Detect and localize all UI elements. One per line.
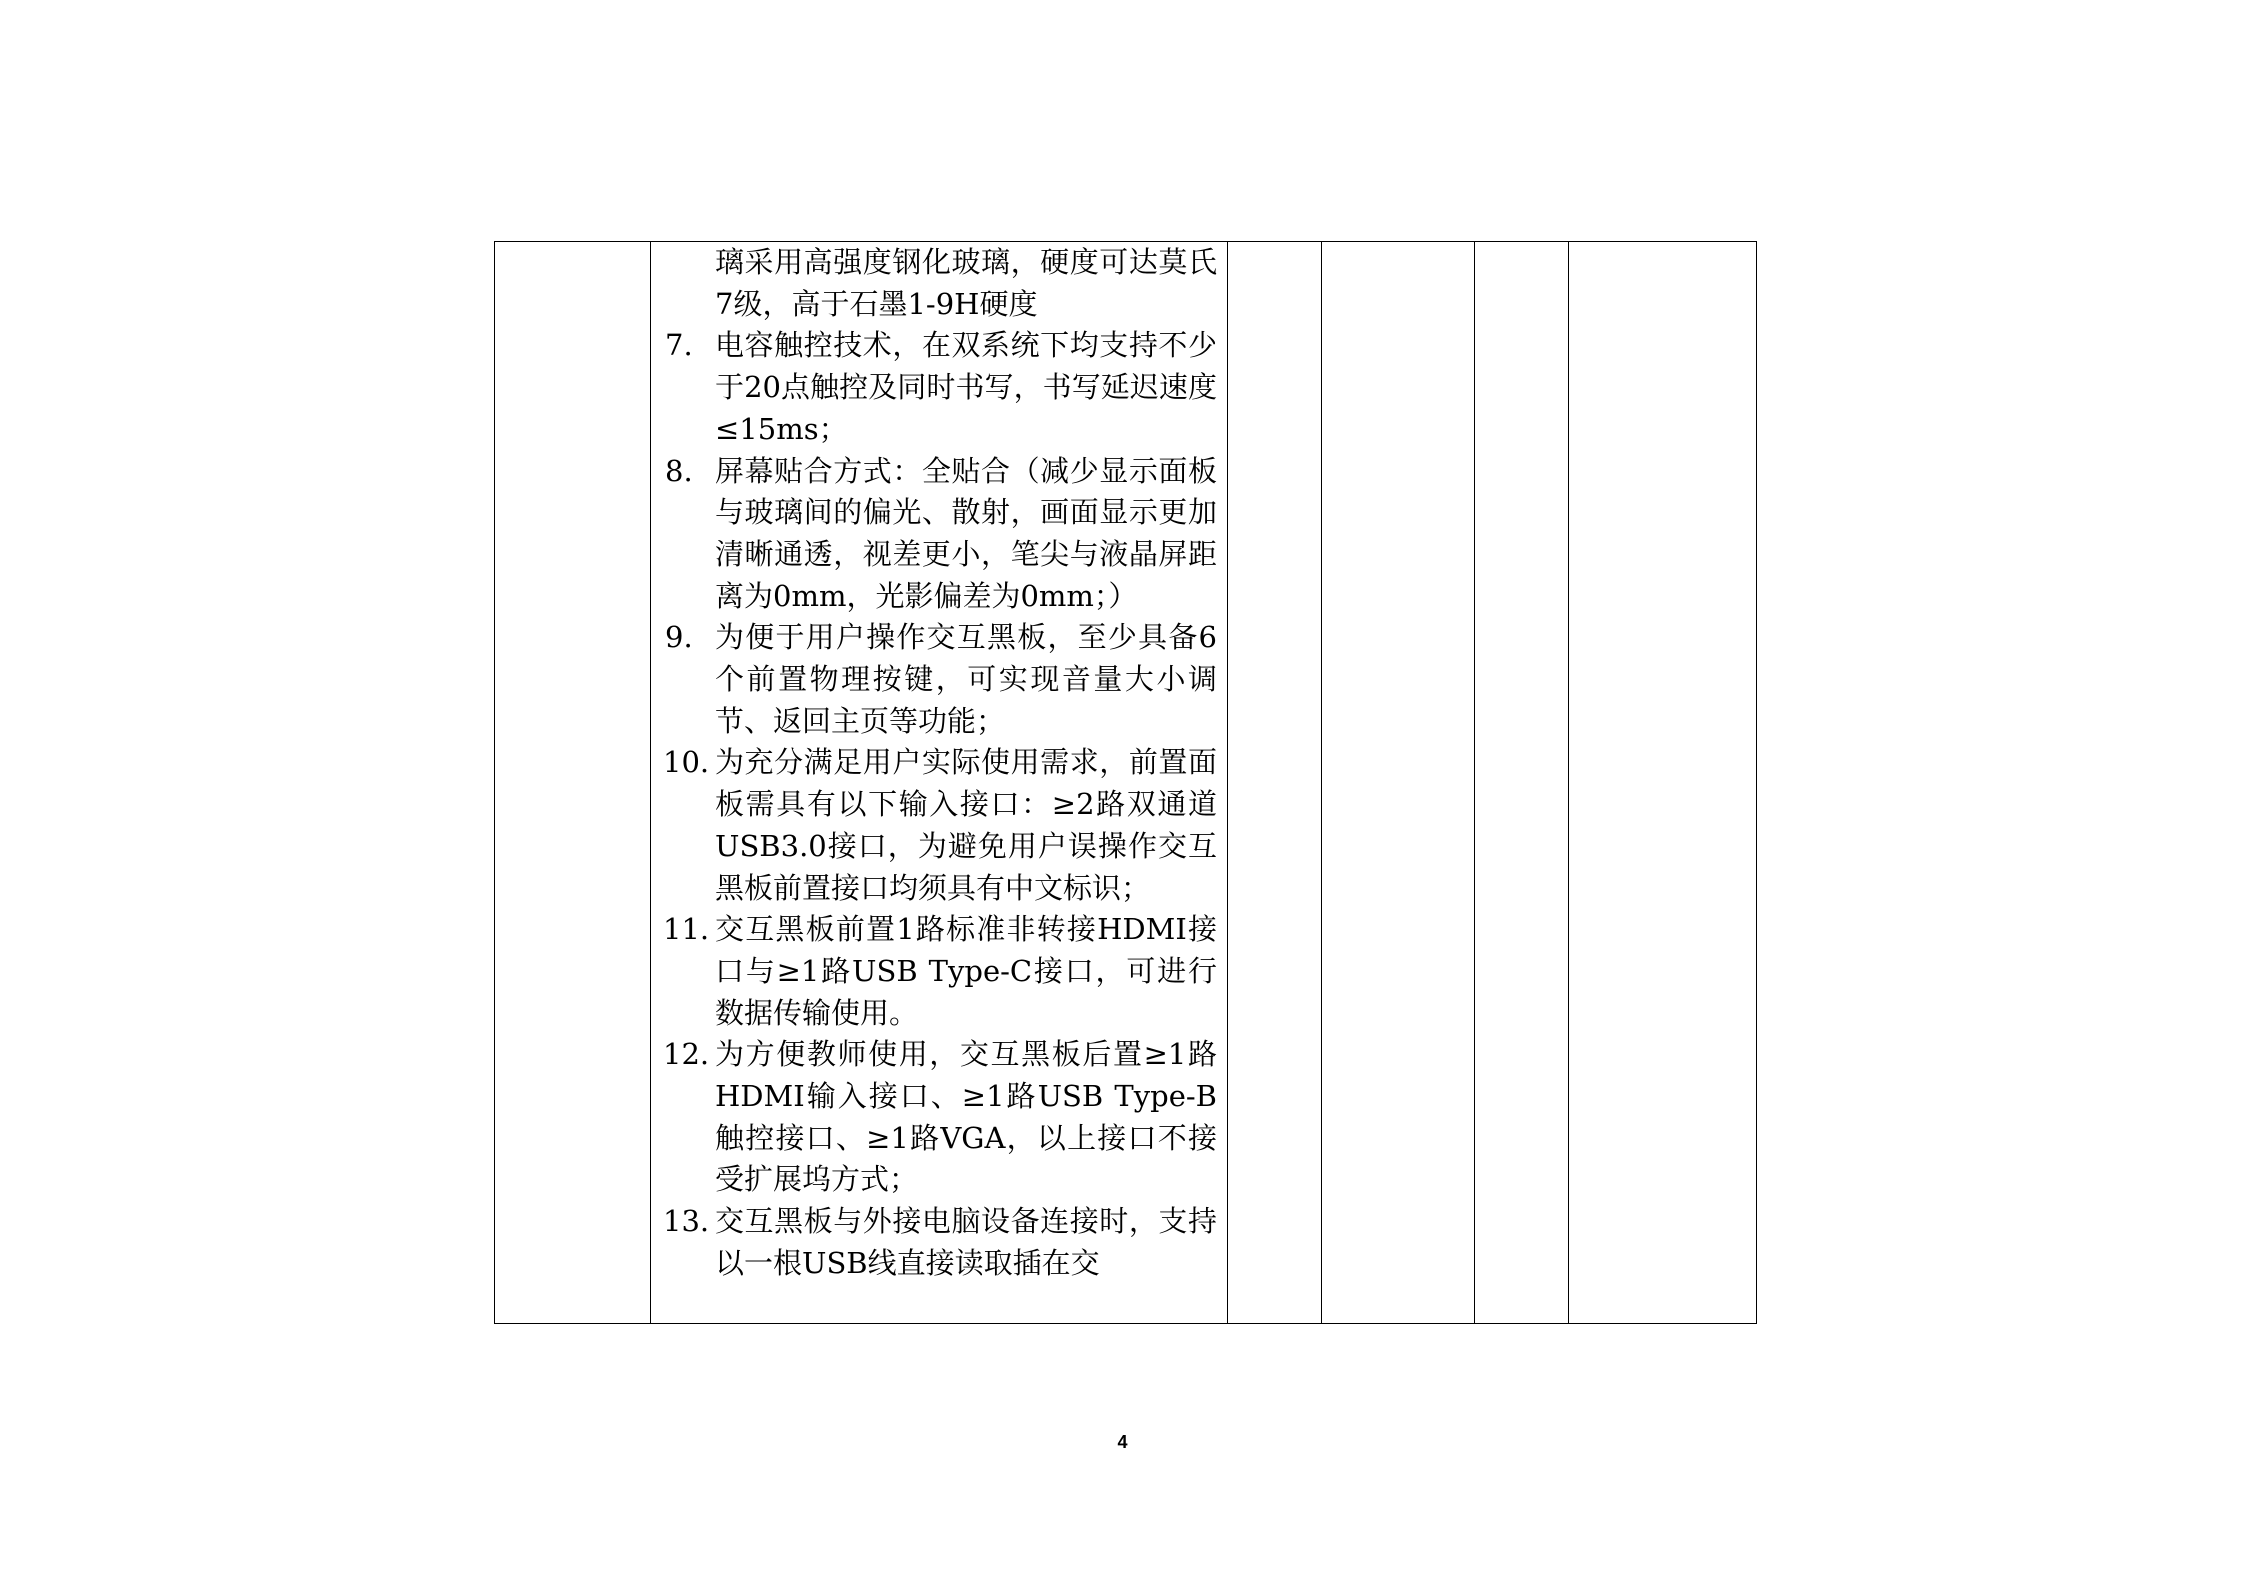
item-number: 7. xyxy=(665,328,693,363)
table-cell-empty xyxy=(1228,242,1322,1324)
item-text: 为方便教师使用，交互黑板后置≥1路HDMI输入接口、≥1路USB Type-B触控接口、≥1路VGA，以上接口不接受扩展坞方式； xyxy=(715,1037,1217,1197)
item-number: 12. xyxy=(663,1037,710,1072)
list-item xyxy=(665,242,1217,325)
item-number: 9. xyxy=(665,620,693,655)
item-number: 10. xyxy=(663,745,710,780)
list-item xyxy=(665,742,1217,909)
table-cell-empty xyxy=(1569,242,1757,1324)
table-cell-index xyxy=(495,242,651,1324)
spec-table xyxy=(494,241,1757,1324)
requirements-list xyxy=(651,242,1227,1285)
item-text: 为便于用户操作交互黑板，至少具备6个前置物理按键，可实现音量大小调节、返回主页等功能； xyxy=(715,620,1217,738)
item-text: 为充分满足用户实际使用需求，前置面板需具有以下输入接口：≥2路双通道USB3.0接口，为避免用户误操作交互黑板前置接口均须具有中文标识； xyxy=(715,745,1217,905)
list-item xyxy=(665,1034,1217,1201)
item-text: 交互黑板前置1路标准非转接HDMI接口与≥1路USB Type-C接口，可进行数据传输使用。 xyxy=(715,912,1217,1030)
item-number: 11. xyxy=(663,912,710,947)
item-number: 13. xyxy=(663,1204,710,1239)
item-text: 屏幕贴合方式：全贴合（减少显示面板与玻璃间的偏光、散射，画面显示更加清晰通透，视差更小，笔尖与液晶屏距离为0mm，光影偏差为0mm；） xyxy=(715,453,1217,613)
table-cell-empty xyxy=(1322,242,1475,1324)
list-item xyxy=(665,325,1217,450)
table-cell-requirements xyxy=(651,242,1228,1324)
table-row xyxy=(495,242,1757,1324)
table-cell-empty xyxy=(1475,242,1569,1324)
item-text: 交互黑板与外接电脑设备连接时，支持以一根USB线直接读取插在交 xyxy=(715,1204,1217,1280)
item-text: 电容触控技术，在双系统下均支持不少于20点触控及同时书写，书写延迟速度≤15ms； xyxy=(715,328,1217,446)
list-item xyxy=(665,909,1217,1034)
list-item xyxy=(665,1201,1217,1284)
page-number: 4 xyxy=(1117,1432,1128,1452)
item-number: 8. xyxy=(665,453,693,488)
list-item xyxy=(665,451,1217,618)
list-item xyxy=(665,617,1217,742)
item-text: 璃采用高强度钢化玻璃，硬度可达莫氏7级，高于石墨1-9H硬度 xyxy=(715,245,1217,321)
